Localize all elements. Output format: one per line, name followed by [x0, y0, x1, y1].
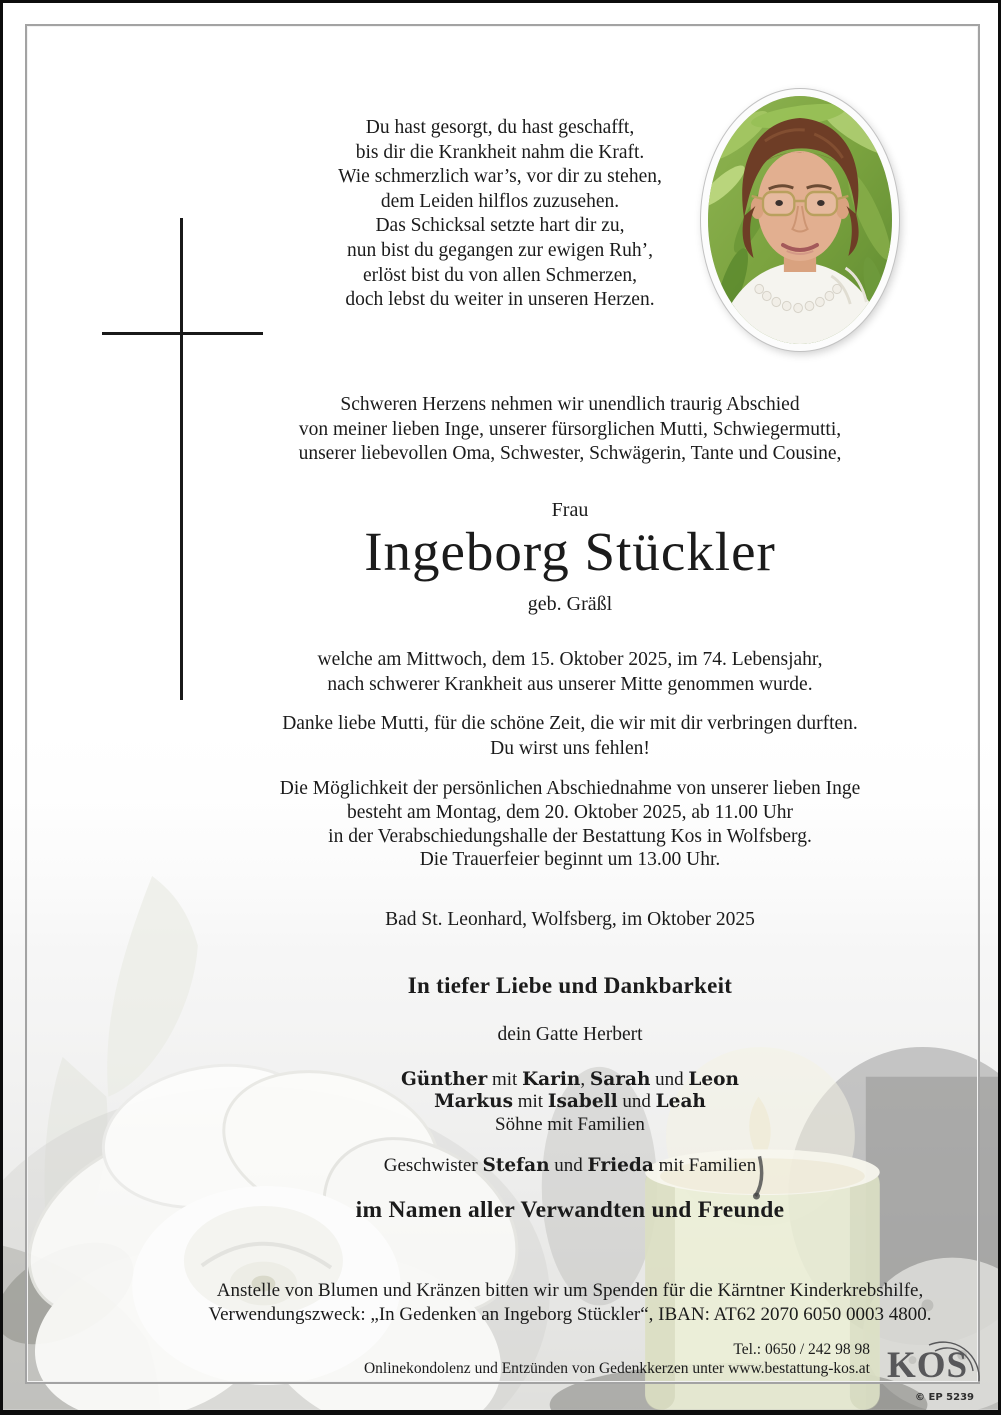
family-name: Leah — [655, 1091, 706, 1113]
kos-logo — [883, 1337, 983, 1389]
family-text: mit — [513, 1091, 548, 1113]
poem-line: doch lebst du weiter in unseren Herzen. — [345, 289, 655, 311]
farewell-line: in der Verabschiedungshalle der Bestattung Kos in Wolfsberg. — [328, 825, 812, 847]
kos-logo-text: KOS — [887, 1345, 969, 1386]
family-text: , — [580, 1069, 590, 1090]
poem-line: bis dir die Krankheit nahm die Kraft. — [355, 141, 645, 163]
family-text: mit — [487, 1069, 523, 1090]
family-name: Stefan — [482, 1155, 550, 1176]
death-info — [108, 648, 1001, 697]
death-info-line: nach schwerer Krankheit aus unserer Mitte genommen wurde. — [327, 673, 813, 695]
poem-line: Du hast gesorgt, du hast geschafft, — [365, 117, 635, 138]
family-line — [108, 1069, 1001, 1091]
salutation: Frau — [551, 499, 589, 521]
print-copyright-code: © EP 5239 — [915, 1392, 974, 1403]
poem-line: Wie schmerzlich war’s, vor dir zu stehen, — [338, 166, 662, 188]
phone-number: Tel.: 0650 / 242 98 98 — [733, 1341, 870, 1358]
family-name: Leon — [688, 1069, 739, 1090]
poem-line: dem Leiden hilflos zuzusehen. — [380, 190, 620, 212]
memorial-poem — [105, 116, 895, 313]
farewell-line: Die Trauerfeier beginnt um 13.00 Uhr. — [419, 849, 721, 871]
family-name: Frieda — [587, 1155, 654, 1176]
thanks-paragraph — [108, 712, 1001, 761]
family-sons — [108, 1069, 1001, 1136]
family-line: Söhne mit Familien — [495, 1113, 645, 1135]
family-text: und — [617, 1091, 656, 1113]
intro-line: unserer liebevollen Oma, Schwester, Schwägerin, Tante und Cousine, — [298, 443, 842, 465]
poem-line: nun bist du gegangen zur ewigen Ruh’, — [347, 239, 653, 261]
in-the-name-of-all-line: im Namen aller Verwandten und Freunde — [355, 1197, 785, 1223]
intro-line: Schweren Herzens nehmen wir unendlich traurig Abschied — [340, 394, 800, 415]
farewell-line: Die Möglichkeit der persönlichen Abschiednahme von unserer lieben Inge — [279, 778, 861, 799]
thanks-line: Du wirst uns fehlen! — [490, 737, 650, 759]
family-text: Geschwister — [383, 1155, 483, 1176]
donation-request — [108, 1279, 1001, 1326]
family-name: Günther — [401, 1069, 488, 1090]
farewell-line: besteht am Montag, dem 20. Oktober 2025, ab 11.00 Uhr — [346, 801, 794, 823]
online-condolence-line: Onlinekondolenz und Entzünden von Gedenkkerzen unter www.bestattung-kos.at — [363, 1360, 870, 1377]
poem-line: erlöst bist du von allen Schmerzen, — [362, 264, 638, 286]
memorial-cross-icon — [102, 332, 263, 335]
family-name: Markus — [434, 1091, 513, 1113]
intro-line: von meiner lieben Inge, unserer fürsorglichen Mutti, Schwiegermutti, — [298, 418, 842, 440]
family-text: und — [549, 1155, 588, 1176]
family-text: mit Familien — [653, 1155, 757, 1176]
husband-line: dein Gatte Herbert — [497, 1024, 643, 1045]
place-and-date: Bad St. Leonhard, Wolfsberg, im Oktober 2025 — [385, 909, 755, 930]
family-name: Karin — [522, 1069, 581, 1090]
thanks-line: Danke liebe Mutti, für die schöne Zeit, die wir mit dir verbringen durften. — [282, 713, 858, 734]
farewell-intro — [108, 393, 1001, 467]
family-name: Sarah — [589, 1069, 651, 1090]
deceased-name: Ingeborg Stückler — [364, 521, 776, 582]
family-siblings — [108, 1155, 1001, 1177]
donation-line: Anstelle von Blumen und Kränzen bitten wir um Spenden für die Kärntner Kinderkrebshilfe, — [216, 1280, 924, 1301]
closing-love-line: In tiefer Liebe und Dankbarkeit — [407, 973, 733, 998]
death-info-line: welche am Mittwoch, dem 15. Oktober 2025, im 74. Lebensjahr, — [317, 649, 823, 670]
poem-line: Das Schicksal setzte hart dir zu, — [375, 215, 625, 237]
maiden-name: geb. Gräßl — [527, 593, 613, 615]
donation-line: Verwendungszweck: „In Gedenken an Ingeborg Stückler“, IBAN: AT62 2070 6050 0003 4800. — [208, 1303, 932, 1325]
family-text: und — [650, 1069, 689, 1090]
family-line — [108, 1091, 1001, 1113]
farewell-details — [108, 777, 1001, 872]
family-name: Isabell — [547, 1091, 618, 1113]
